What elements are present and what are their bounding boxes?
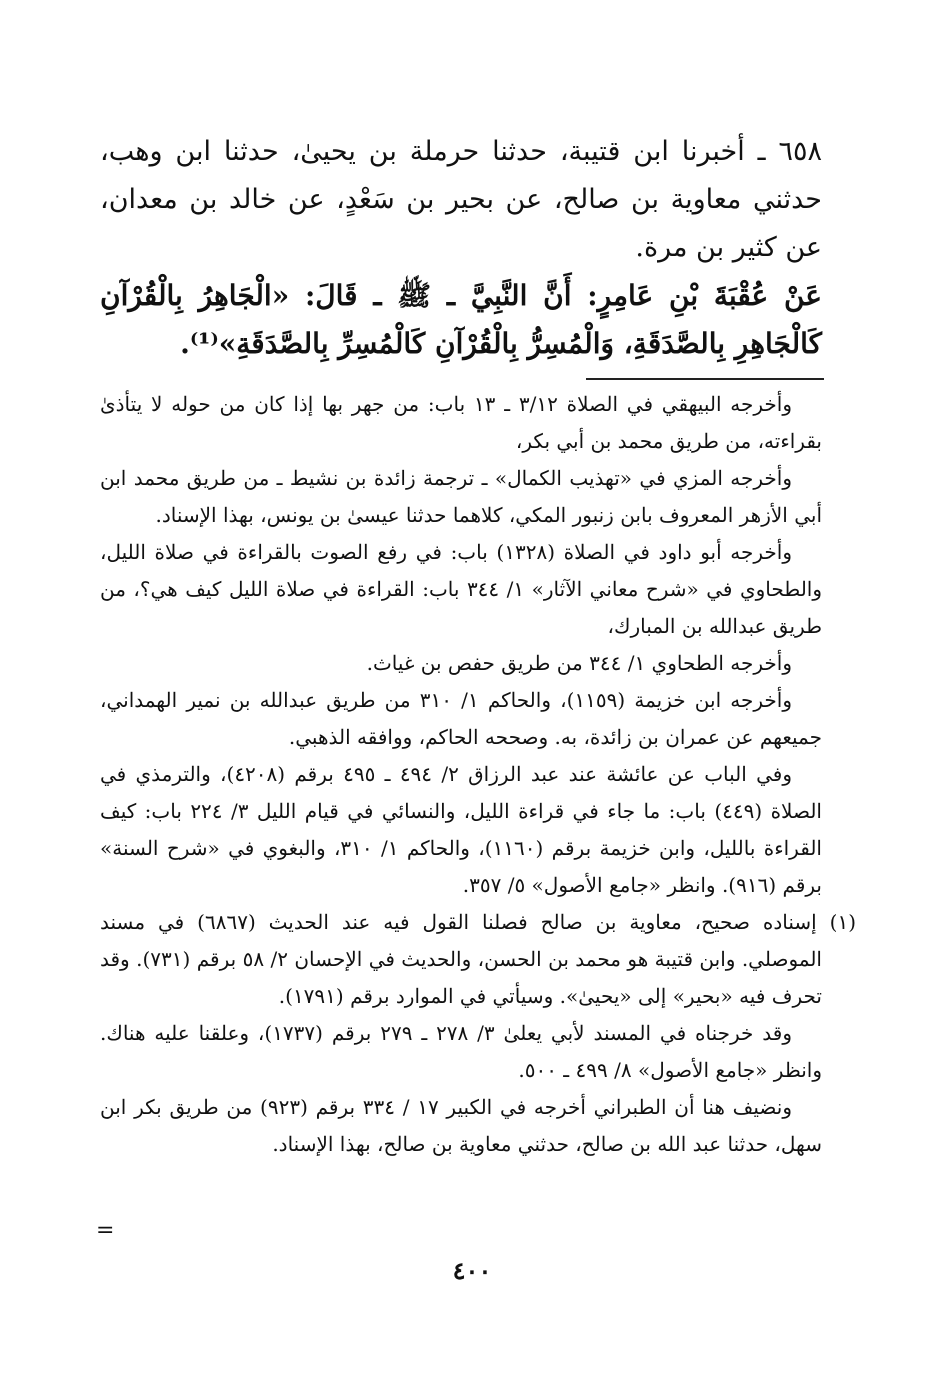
isnad-paragraph: ٦٥٨ ـ أخبرنا ابن قتيبة، حدثنا حرملة بن يحيىٰ، حدثنا ابن وهب، حدثني معاوية بن صالح، عن بحير بن سَعْدٍ، عن خالد بن معدان، عن كثير بن مرة. [100,136,822,263]
hadith-text: عَنْ عُقْبَةَ بْنِ عَامِرٍ: أَنَّ النَّبِيَّ ـ ﷺ ـ قَالَ: «الْجَاهِرُ بِالْقُرْآنِ كَالْجَاهِرِ بِالصَّدَقَةِ، وَالْمُسِرُّ بِالْقُرْآنِ كَالْمُسِرِّ بِالصَّدَقَةِ»⁽¹⁾. [100,279,822,360]
note-paragraph: وفي الباب عن عائشة عند عبد الرزاق ٢/ ٤٩٤ ـ ٤٩٥ برقم (٤٢٠٨)، والترمذي في الصلاة (٤٤٩) باب: ما جاء في قراءة الليل، والنسائي في قيام الليل ٣/ ٢٢٤ باب: كيف القراءة بالليل، وابن خزيمة برقم (١١٦٠)، والحاكم ١/ ٣١٠، والبغوي في «شرح السنة» برقم (٩١٦). وانظر «جامع الأصول» ٥/ ٣٥٧. [100,762,822,897]
page-body [100,128,856,1163]
page-number: ٤٠٠ [452,1256,492,1285]
note-paragraph: وأخرجه الطحاوي ١/ ٣٤٤ من طريق حفص بن غياث. [366,651,792,675]
main-text-block [100,128,822,368]
footnote-paragraph: ونضيف هنا أن الطبراني أخرجه في الكبير ١٧ / ٣٣٤ برقم (٩٢٣) من طريق بكر ابن سهل، حدثنا عبد الله بن صالح، حدثني معاوية بن صالح، بهذا الإسناد. [100,1095,822,1156]
note-paragraph: وأخرجه المزي في «تهذيب الكمال» ـ ترجمة زائدة بن نشيط ـ من طريق محمد ابن أبي الأزهر المعروف بابن زنبور المكي، كلاهما حدثنا عيسىٰ بن يونس، بهذا الإسناد. [100,466,822,527]
notes-block [100,386,856,1163]
note-paragraph: وأخرجه البيهقي في الصلاة ٣/١٢ ـ ١٣ باب: من جهر بها إذا كان من حوله لا يتأذىٰ بقراءته، من طريق محمد بن أبي بكر، [100,392,822,453]
note-paragraph: وأخرجه ابن خزيمة (١١٥٩)، والحاكم ١/ ٣١٠ من طريق عبدالله بن نمير الهمداني، جميعهم عن عمران بن زائدة، به. وصححه الحاكم، ووافقه الذهبي. [100,688,822,749]
footnote-separator [586,378,824,380]
continuation-mark: = [96,1218,115,1243]
footnote-1: (١) إسناده صحيح، معاوية بن صالح فصلنا القول فيه عند الحديث (٦٨٦٧) في مسند الموصلي. وابن قتيبة هو محمد بن الحسن، والحديث في الإحسان ٢/ ٥٨ برقم (٧٣١). وقد تحرف فيه «بحير» إلى «يحيىٰ». وسيأتي في الموارد برقم (١٧٩١). [100,910,856,1008]
footnote-paragraph: وقد خرجناه في المسند لأبي يعلىٰ ٣/ ٢٧٨ ـ ٢٧٩ برقم (١٧٣٧)، وعلقنا عليه هناك. وانظر «جامع الأصول» ٨/ ٤٩٩ ـ ٥٠٠. [100,1021,822,1082]
note-paragraph: وأخرجه أبو داود في الصلاة (١٣٢٨) باب: في رفع الصوت بالقراءة في صلاة الليل، والطحاوي في «شرح معاني الآثار» ١/ ٣٤٤ باب: القراءة في صلاة الليل كيف هي؟، من طريق عبدالله بن المبارك، [100,540,823,638]
